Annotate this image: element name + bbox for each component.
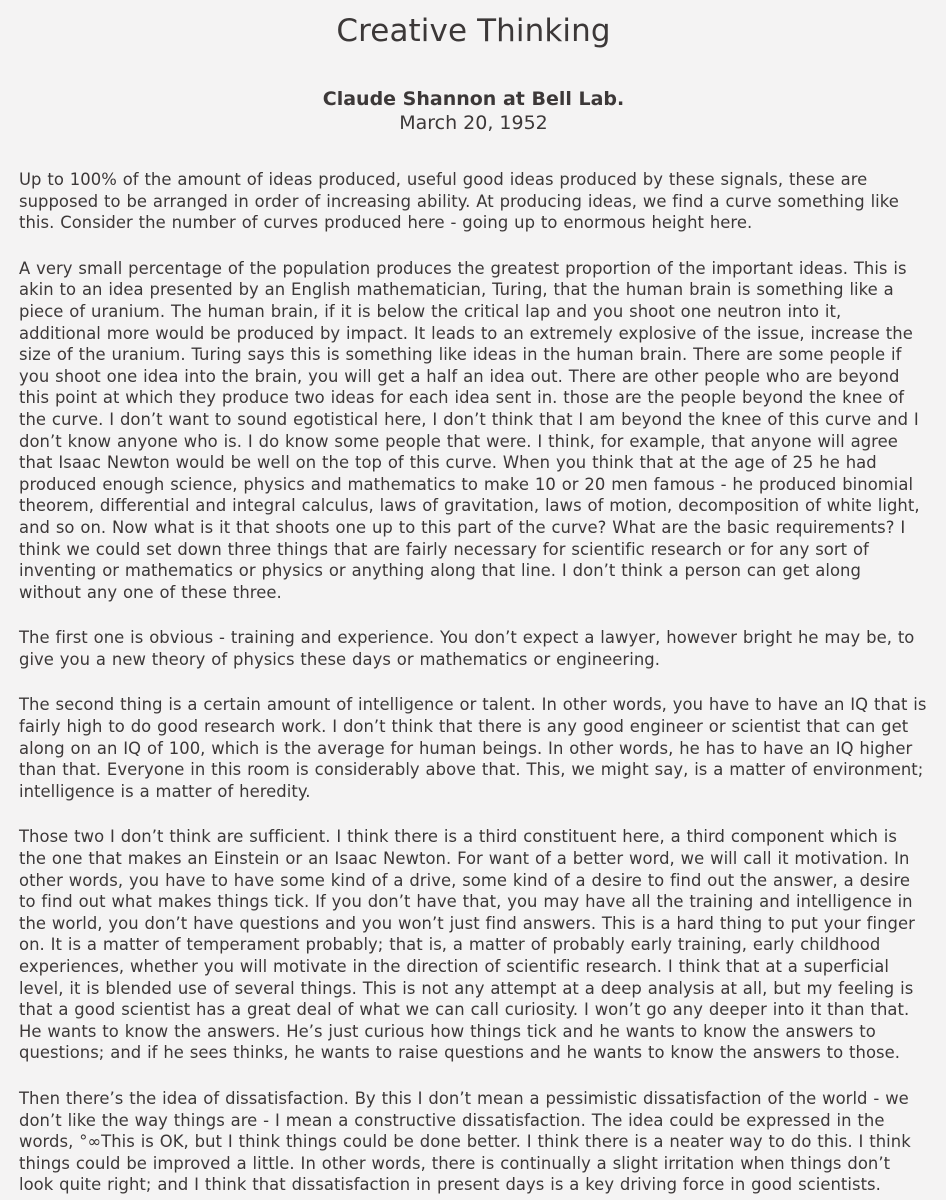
paragraph: Those two I don’t think are sufficient. I think there is a third constituent here, a third component which is the one that makes an Einstein or an Isaac Newton. For want of a better word, we will call it motivation. In other words, you have to have some kind of a drive, some kind of a desire to find out the answer, a desire to find out what makes things tick. If you don’t have that, you may have all the training and intelligence in the world, you don’t have questions and you won’t just find answers. This is a hard thing to put your finger on. It is a matter of temperament probably; that is, a matter of probably early training, early childhood experiences, whether you will motivate in the direction of scientific research. I think that at a superficial level, it is blended use of several things. This is not any attempt at a deep analysis at all, but my feeling is that a good scientist has a great deal of what we can call curiosity. I won’t go any deeper into it than that. He wants to know the answers. He’s just curious how things tick and he wants to know the answers to questions; and if he sees thinks, he wants to raise questions and he wants to know the answers to those. <box>19 827 915 1063</box>
article-body <box>19 169 928 1196</box>
paragraph: Up to 100% of the amount of ideas produced, useful good ideas produced by these signals, these are supposed to be arranged in order of increasing ability. At producing ideas, we find a curve something like this. Consider the number of curves produced here - going up to enormous height here. <box>19 170 899 233</box>
author-line: Claude Shannon at Bell Lab. <box>322 88 625 110</box>
paragraph: The second thing is a certain amount of intelligence or talent. In other words, you have to have an IQ that is fairly high to do good research work. I don’t think that there is any good engineer or scientist that can get along on an IQ of 100, which is the average for human beings. In other words, he has to have an IQ higher than that. Everyone in this room is considerably above that. This, we might say, is a matter of environment; intelligence is a matter of heredity. <box>19 695 927 801</box>
date-line: March 20, 1952 <box>399 112 548 134</box>
page-title: Creative Thinking <box>336 13 611 49</box>
paragraph: A very small percentage of the population produces the greatest proportion of the important ideas. This is akin to an idea presented by an English mathematician, Turing, that the human brain is something like a piece of uranium. The human brain, if it is below the critical lap and you shoot one neutron into it, additional more would be produced by impact. It leads to an extremely explosive of the issue, increase the size of the uranium. Turing says this is something like ideas in the human brain. There are some people if you shoot one idea into the brain, you will get a half an idea out. There are other people who are beyond this point at which they produce two ideas for each idea sent in. those are the people beyond the knee of the curve. I don’t want to sound egotistical here, I don’t think that I am beyond the knee of this curve and I don’t know anyone who is. I do know some people that were. I think, for example, that anyone will agree that Isaac Newton would be well on the top of this curve. When you think that at the age of 25 he had produced enough science, physics and mathematics to make 10 or 20 men famous - he produced binomial theorem, differential and integral calculus, laws of gravitation, laws of motion, decomposition of white light, and so on. Now what is it that shoots one up to this part of the curve? What are the basic requirements? I think we could set down three things that are fairly necessary for scientific research or for any sort of inventing or mathematics or physics or anything along that line. I don’t think a person can get along without any one of these three. <box>19 258 920 602</box>
paragraph: The first one is obvious - training and experience. You don’t expect a lawyer, however bright he may be, to give you a new theory of physics these days or mathematics or engineering. <box>19 628 915 669</box>
paragraph: Then there’s the idea of dissatisfaction. By this I don’t mean a pessimistic dissatisfaction of the world - we don’t like the way things are - I mean a constructive dissatisfaction. The idea could be expressed in the words, °∞This is OK, but I think things could be done better. I think there is a neater way to do this. I think things could be improved a little. In other words, there is continually a slight irritation when things don’t look quite right; and I think that dissatisfaction in present days is a key driving force in good scientists. <box>19 1088 911 1195</box>
